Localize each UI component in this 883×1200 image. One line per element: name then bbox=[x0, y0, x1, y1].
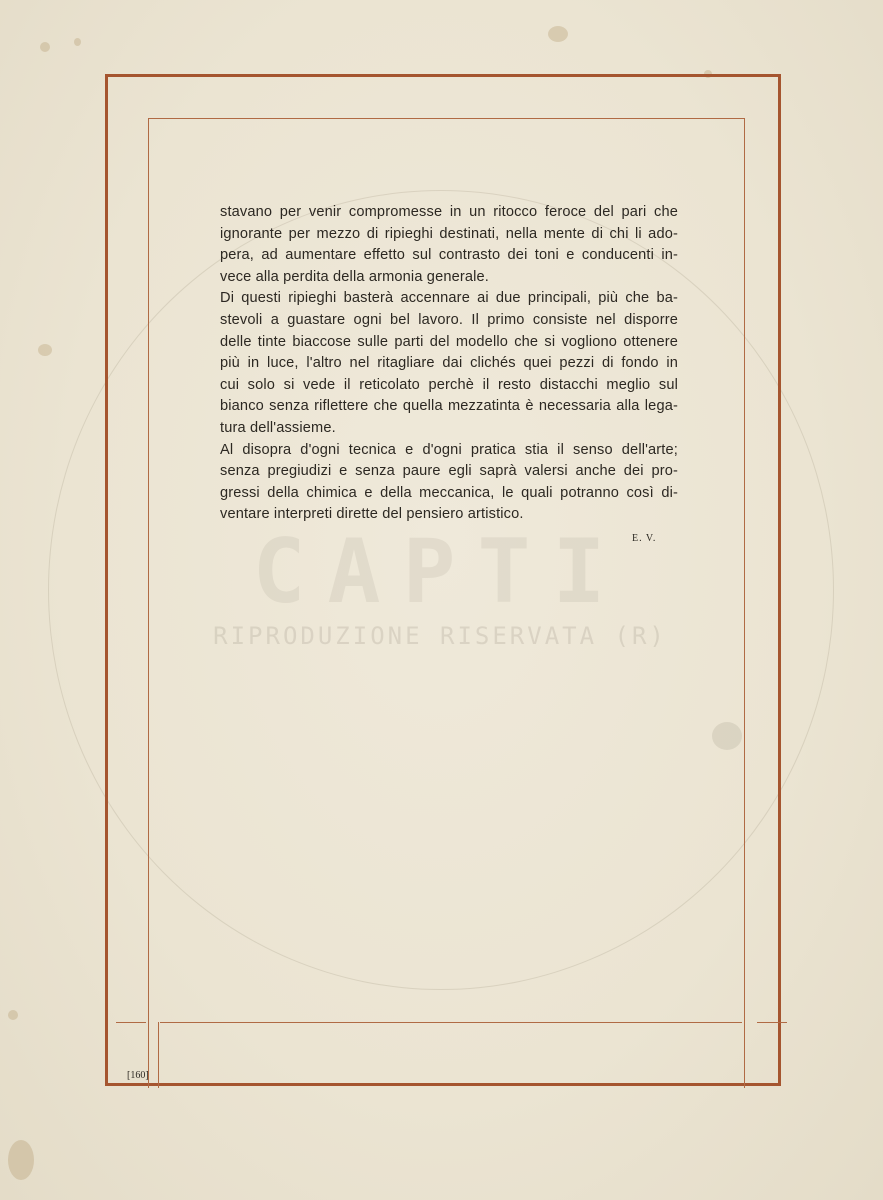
bottom-rule-center bbox=[160, 1022, 742, 1023]
bottom-rule-right bbox=[757, 1022, 787, 1023]
text-line: Di questi ripieghi basterà accennare ai due principali, più che ba- bbox=[220, 290, 678, 307]
paper-stain bbox=[8, 1140, 34, 1180]
inner-left-line bbox=[158, 1022, 159, 1088]
text-line: ignorante per mezzo di ripieghi destinati, nella mente di chi li ado- bbox=[220, 225, 678, 242]
main-text bbox=[220, 202, 678, 526]
watermark-subtitle: RIPRODUZIONE RISERVATA (R) bbox=[213, 622, 667, 650]
paper-stain bbox=[38, 344, 52, 356]
paper-stain bbox=[8, 1010, 18, 1020]
text-line: vece alla perdita della armonia generale. bbox=[220, 268, 490, 285]
paper-stain bbox=[40, 42, 50, 52]
text-line: senza pregiudizi e senza paure egli saprà valersi anche dei pro- bbox=[220, 463, 678, 480]
text-line: stavano per venir compromesse in un ritocco feroce del pari che bbox=[220, 204, 678, 220]
text-line: tura dell'assieme. bbox=[220, 419, 336, 436]
text-line: Al disopra d'ogni tecnica e d'ogni pratica stia il senso dell'arte; bbox=[220, 441, 678, 458]
bottom-rule-left bbox=[116, 1022, 146, 1023]
watermark-title: CAPTI bbox=[252, 520, 628, 623]
text-line: gressi della chimica e della meccanica, le quali potranno così di- bbox=[220, 484, 678, 501]
text-line: bianco senza riflettere che quella mezzatinta è necessaria alla lega- bbox=[220, 398, 678, 415]
signature: E. V. bbox=[632, 533, 657, 544]
text-line: ventare interpreti dirette del pensiero artistico. bbox=[220, 506, 524, 523]
text-line: cui solo si vede il reticolato perchè il resto distacchi meglio sul bbox=[220, 376, 678, 393]
text-line: più in luce, l'altro nel ritagliare dai clichés quei pezzi di fondo in bbox=[220, 355, 678, 372]
paper-stain bbox=[74, 38, 81, 46]
text-line: pera, ad aumentare effetto sul contrasto dei toni e conducenti in- bbox=[220, 247, 678, 264]
text-line: stevoli a guastare ogni bel lavoro. Il primo consiste nel disporre bbox=[220, 311, 678, 328]
text-line: delle tinte biaccose sulle parti del modello che si vogliono ottenere bbox=[220, 333, 678, 350]
page-number: [160] bbox=[127, 1070, 149, 1081]
paper-stain bbox=[548, 26, 568, 42]
